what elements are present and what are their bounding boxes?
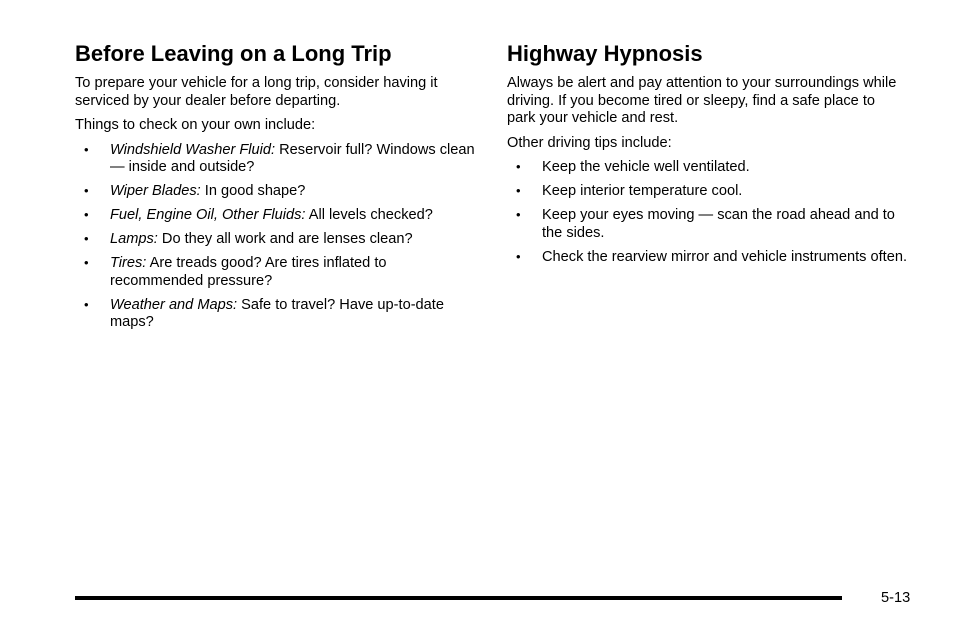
page-number: 5-13 bbox=[881, 590, 911, 606]
item-text: Check the rearview mirror and vehicle instruments often. bbox=[542, 248, 907, 265]
item-term: Tires: bbox=[110, 255, 147, 271]
bullet-icon: • bbox=[516, 159, 521, 174]
bullet-icon: • bbox=[516, 248, 521, 264]
long-trip-intro: To prepare your vehicle for a long trip, consider having it serviced by your dealer before departing. bbox=[75, 75, 438, 109]
list-item bbox=[75, 297, 475, 332]
item-text: Do they all work and are lenses clean? bbox=[157, 231, 413, 247]
highway-hypnosis-intro: Always be alert and pay attention to your surroundings while driving. If you become tired or sleepy, find a safe place to park your vehicle and rest. bbox=[507, 75, 897, 126]
list-item bbox=[507, 207, 907, 242]
item-text: Are treads good? Are tires inflated to recommended pressure? bbox=[110, 255, 387, 289]
bullet-icon: • bbox=[516, 183, 521, 198]
bullet-icon: • bbox=[84, 183, 89, 198]
list-item bbox=[75, 183, 475, 201]
item-text: Reservoir full? Windows clean — inside and outside? bbox=[110, 141, 475, 175]
driving-tips-list bbox=[507, 159, 907, 266]
list-item bbox=[507, 249, 907, 267]
bullet-icon: • bbox=[516, 207, 521, 222]
bullet-icon: • bbox=[84, 141, 89, 157]
bullet-icon: • bbox=[84, 231, 89, 246]
item-text: Safe to travel? Have up-to-date maps? bbox=[110, 296, 444, 330]
item-term: Weather and Maps: bbox=[110, 296, 238, 313]
item-text: All levels checked? bbox=[305, 207, 433, 223]
list-item bbox=[75, 207, 475, 225]
list-item bbox=[507, 183, 907, 201]
item-text: Keep interior temperature cool. bbox=[542, 183, 743, 199]
item-text: In good shape? bbox=[200, 183, 306, 199]
item-term: Wiper Blades: bbox=[110, 183, 201, 199]
item-term: Lamps: bbox=[110, 231, 158, 247]
list-item bbox=[507, 159, 907, 177]
right-column bbox=[507, 40, 907, 273]
highway-hypnosis-list-intro: Other driving tips include: bbox=[507, 134, 672, 151]
list-item bbox=[75, 142, 475, 177]
footer-rule bbox=[75, 596, 842, 600]
item-term: Fuel, Engine Oil, Other Fluids: bbox=[110, 207, 306, 223]
list-item bbox=[75, 231, 475, 249]
bullet-icon: • bbox=[84, 255, 89, 270]
section-heading-highway-hypnosis: Highway Hypnosis bbox=[507, 41, 703, 66]
item-text: Keep the vehicle well ventilated. bbox=[542, 159, 750, 175]
long-trip-checklist bbox=[75, 142, 475, 332]
section-heading-long-trip: Before Leaving on a Long Trip bbox=[75, 41, 392, 66]
left-column bbox=[75, 40, 475, 338]
bullet-icon: • bbox=[84, 207, 89, 222]
list-item bbox=[75, 255, 475, 290]
bullet-icon: • bbox=[84, 296, 89, 312]
long-trip-list-intro: Things to check on your own include: bbox=[75, 117, 316, 133]
item-text: Keep your eyes moving — scan the road ahead and to the sides. bbox=[542, 207, 895, 241]
item-term: Windshield Washer Fluid: bbox=[110, 141, 276, 158]
